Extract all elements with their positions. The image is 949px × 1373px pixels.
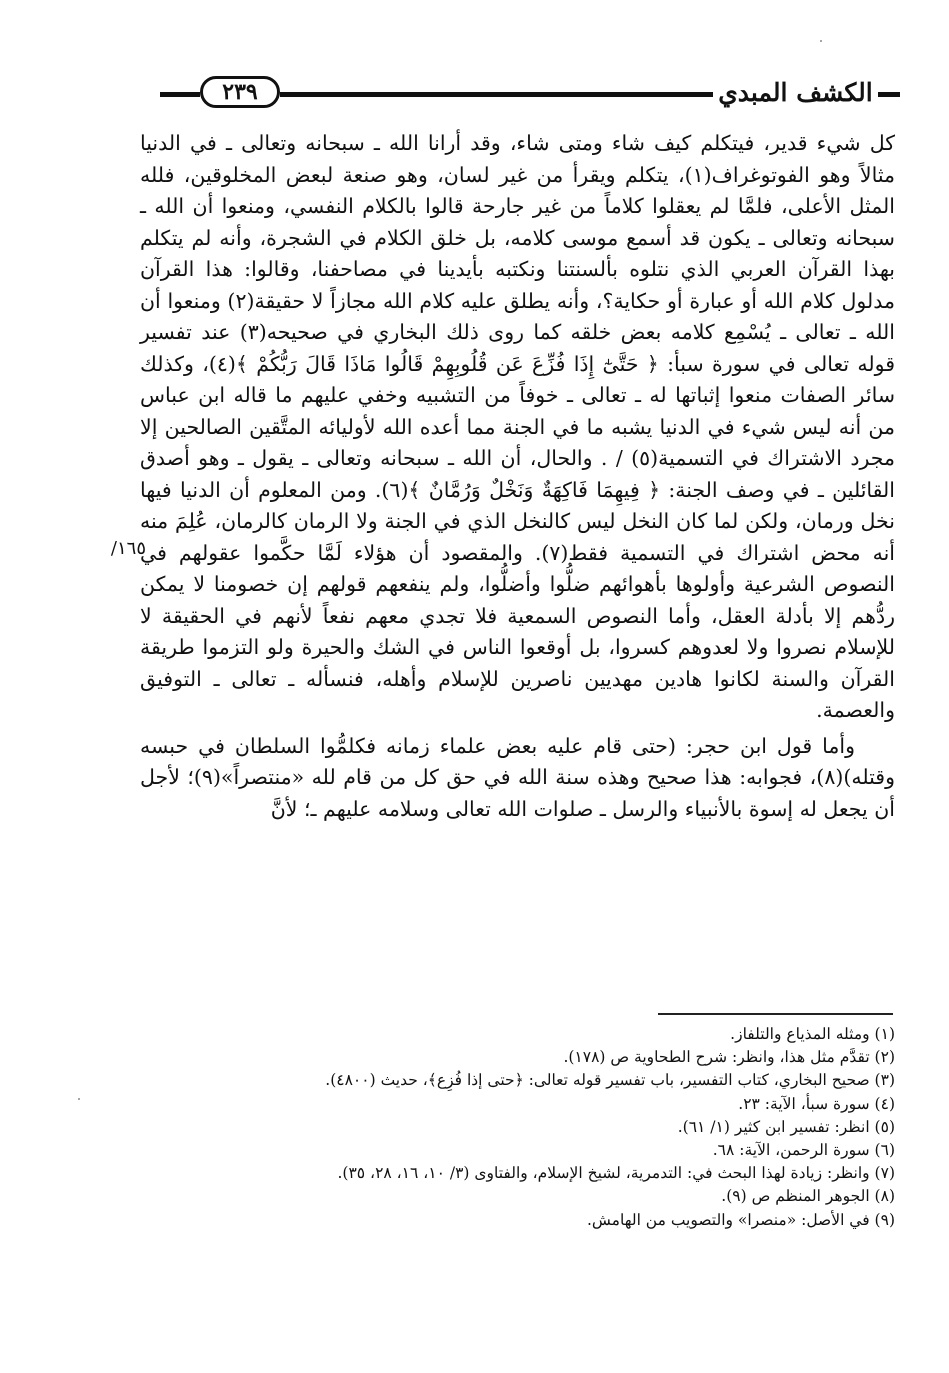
footnote: (٥) انظر: تفسير ابن كثير (١/ ٦١).	[677, 1117, 895, 1136]
footnote: (٦) سورة الرحمن، الآية: ٦٨.	[712, 1141, 895, 1160]
scan-speck	[820, 40, 822, 42]
header-rule	[280, 92, 770, 97]
header-rule-right	[878, 92, 900, 97]
main-text	[140, 128, 895, 825]
footnotes	[160, 1023, 895, 1232]
footnote: (٣) صحيح البخاري، كتاب التفسير، باب تفسير قوله تعالى: ﴿حتى إذا فُزِع﴾، حديث (٤٨٠٠).	[325, 1071, 895, 1090]
scan-speck	[78, 1098, 80, 1100]
footnote: (٩) في الأصل: «منصرا» والتصويب من الهامش.	[586, 1210, 895, 1229]
footnote: (٤) سورة سبأ، الآية: ٢٣.	[738, 1094, 895, 1113]
page-number: ٢٣٩	[222, 79, 258, 105]
footnote: (٨) الجوهر المنظم ص (٩).	[721, 1187, 895, 1206]
running-header	[160, 70, 900, 116]
paragraph: وأما قول ابن حجر: (حتى قام عليه بعض علماء زمانه فكلمُّوا السلطان في حبسه وقتله)(٨)، فجوابه: هذا صحيح وهذه سنة الله في حق كل من قام لله «منتصراً»(٩)؛ لأجل أن يجعل له إسوة بالأنبياء والرسل ـ صلوات الله تعالى وسلامه عليهم ـ؛ لأنَّ	[140, 733, 895, 821]
book-title: الكشف المبدي	[713, 70, 878, 116]
footnote: (١) ومثله المذياع والتلفاز.	[730, 1025, 895, 1043]
margin-page-reference: ١٦٥/	[110, 538, 146, 559]
footnote: (٢) تقدَّم مثل هذا، وانظر: شرح الطحاوية ص (١٧٨).	[563, 1048, 895, 1067]
header-rule-left	[160, 92, 200, 97]
footnote: (٧) وانظر: زيادة لهذا البحث في: التدمرية، لشيخ الإسلام، والفتاوى (٣/ ١٠، ١٦، ٢٨، ٣٥).	[337, 1164, 895, 1183]
paragraph: كل شيء قدير، فيتكلم كيف شاء ومتى شاء، وقد أرانا الله ـ سبحانه وتعالى ـ في الدنيا مثالاً وهو الفوتوغراف(١)، يتكلم ويقرأ من غير لسان، وهو صنعة لبعض المخلوقين، فلله المثل الأعلى، فلمَّا لم يعقلوا كلاماً من غير جارحة قالوا بالكلام النفسي، ومنعوا أن الله ـ سبحانه وتعالى ـ يكون قد أسمع موسى كلامه، بل خلق الكلام في الشجرة، وأنه لم يتكلم بهذا القرآن العربي الذي نتلوه بألسنتنا ونكتبه بأيدينا في مصاحفنا، وقالوا: هذا القرآن مدلول كلام الله أو عبارة أو حكاية؟، وأنه يطلق عليه كلام الله مجازاً لا حقيقة(٢) ومنعوا أن الله ـ تعالى ـ يُسْمِع كلامه بعض خلقه كما روى ذلك البخاري في صحيحه(٣) عند تفسير قوله تعالى في سورة سبأ: ﴿ حَتَّىٰٓ إِذَا فُزِّعَ عَن قُلُوبِهِمْ قَالُوا مَاذَا قَالَ رَبُّكُمْ ﴾(٤)، وكذلك سائر الصفات منعوا إثباتها له ـ تعالى ـ خوفاً من التشبيه وخفي عليهم ما قاله ابن عباس من أنه ليس شيء في الدنيا يشبه ما في الجنة مما أعده الله لأوليائه المتَّقين الصالحين إلا مجرد الاشتراك في التسمية(٥) / . والحال، أن الله ـ سبحانه وتعالى ـ يقول ـ وهو أصدق القائلين ـ في وصف الجنة: ﴿ فِيهِمَا فَاكِهَةٌ وَنَخْلٌ وَرُمَّانٌ ﴾(٦). ومن المعلوم أن الدنيا فيها نخل ورمان، ولكن لما كان النخل ليس كالنخل الذي في الجنة ولا الرمان كالرمان، عُلِمَ منه أنه محض اشتراك في التسمية فقط(٧). والمقصود أن هؤلاء لَمَّا حكَّموا عقولهم في النصوص الشرعية وأولوها بأهوائهم ضلُّوا وأضلُّوا، ولم ينفعهم قولهم إن خصومنا لا يمكن ردُّهم إلا بأدلة العقل، وأما النصوص السمعية فلا تجدي معهم نفعاً لأنهم في الحقيقة لا للإسلام نصروا ولا لعدوهم كسروا، بل أوقعوا الناس في الشك والحيرة ولو التزموا طريقة القرآن والسنة لكانوا هادين مهديين ناصرين للإسلام وأهله، فنسأله ـ تعالى ـ التوفيق والعصمة.	[140, 131, 895, 722]
footnote-separator	[658, 1013, 893, 1015]
page-number-box	[200, 76, 280, 108]
